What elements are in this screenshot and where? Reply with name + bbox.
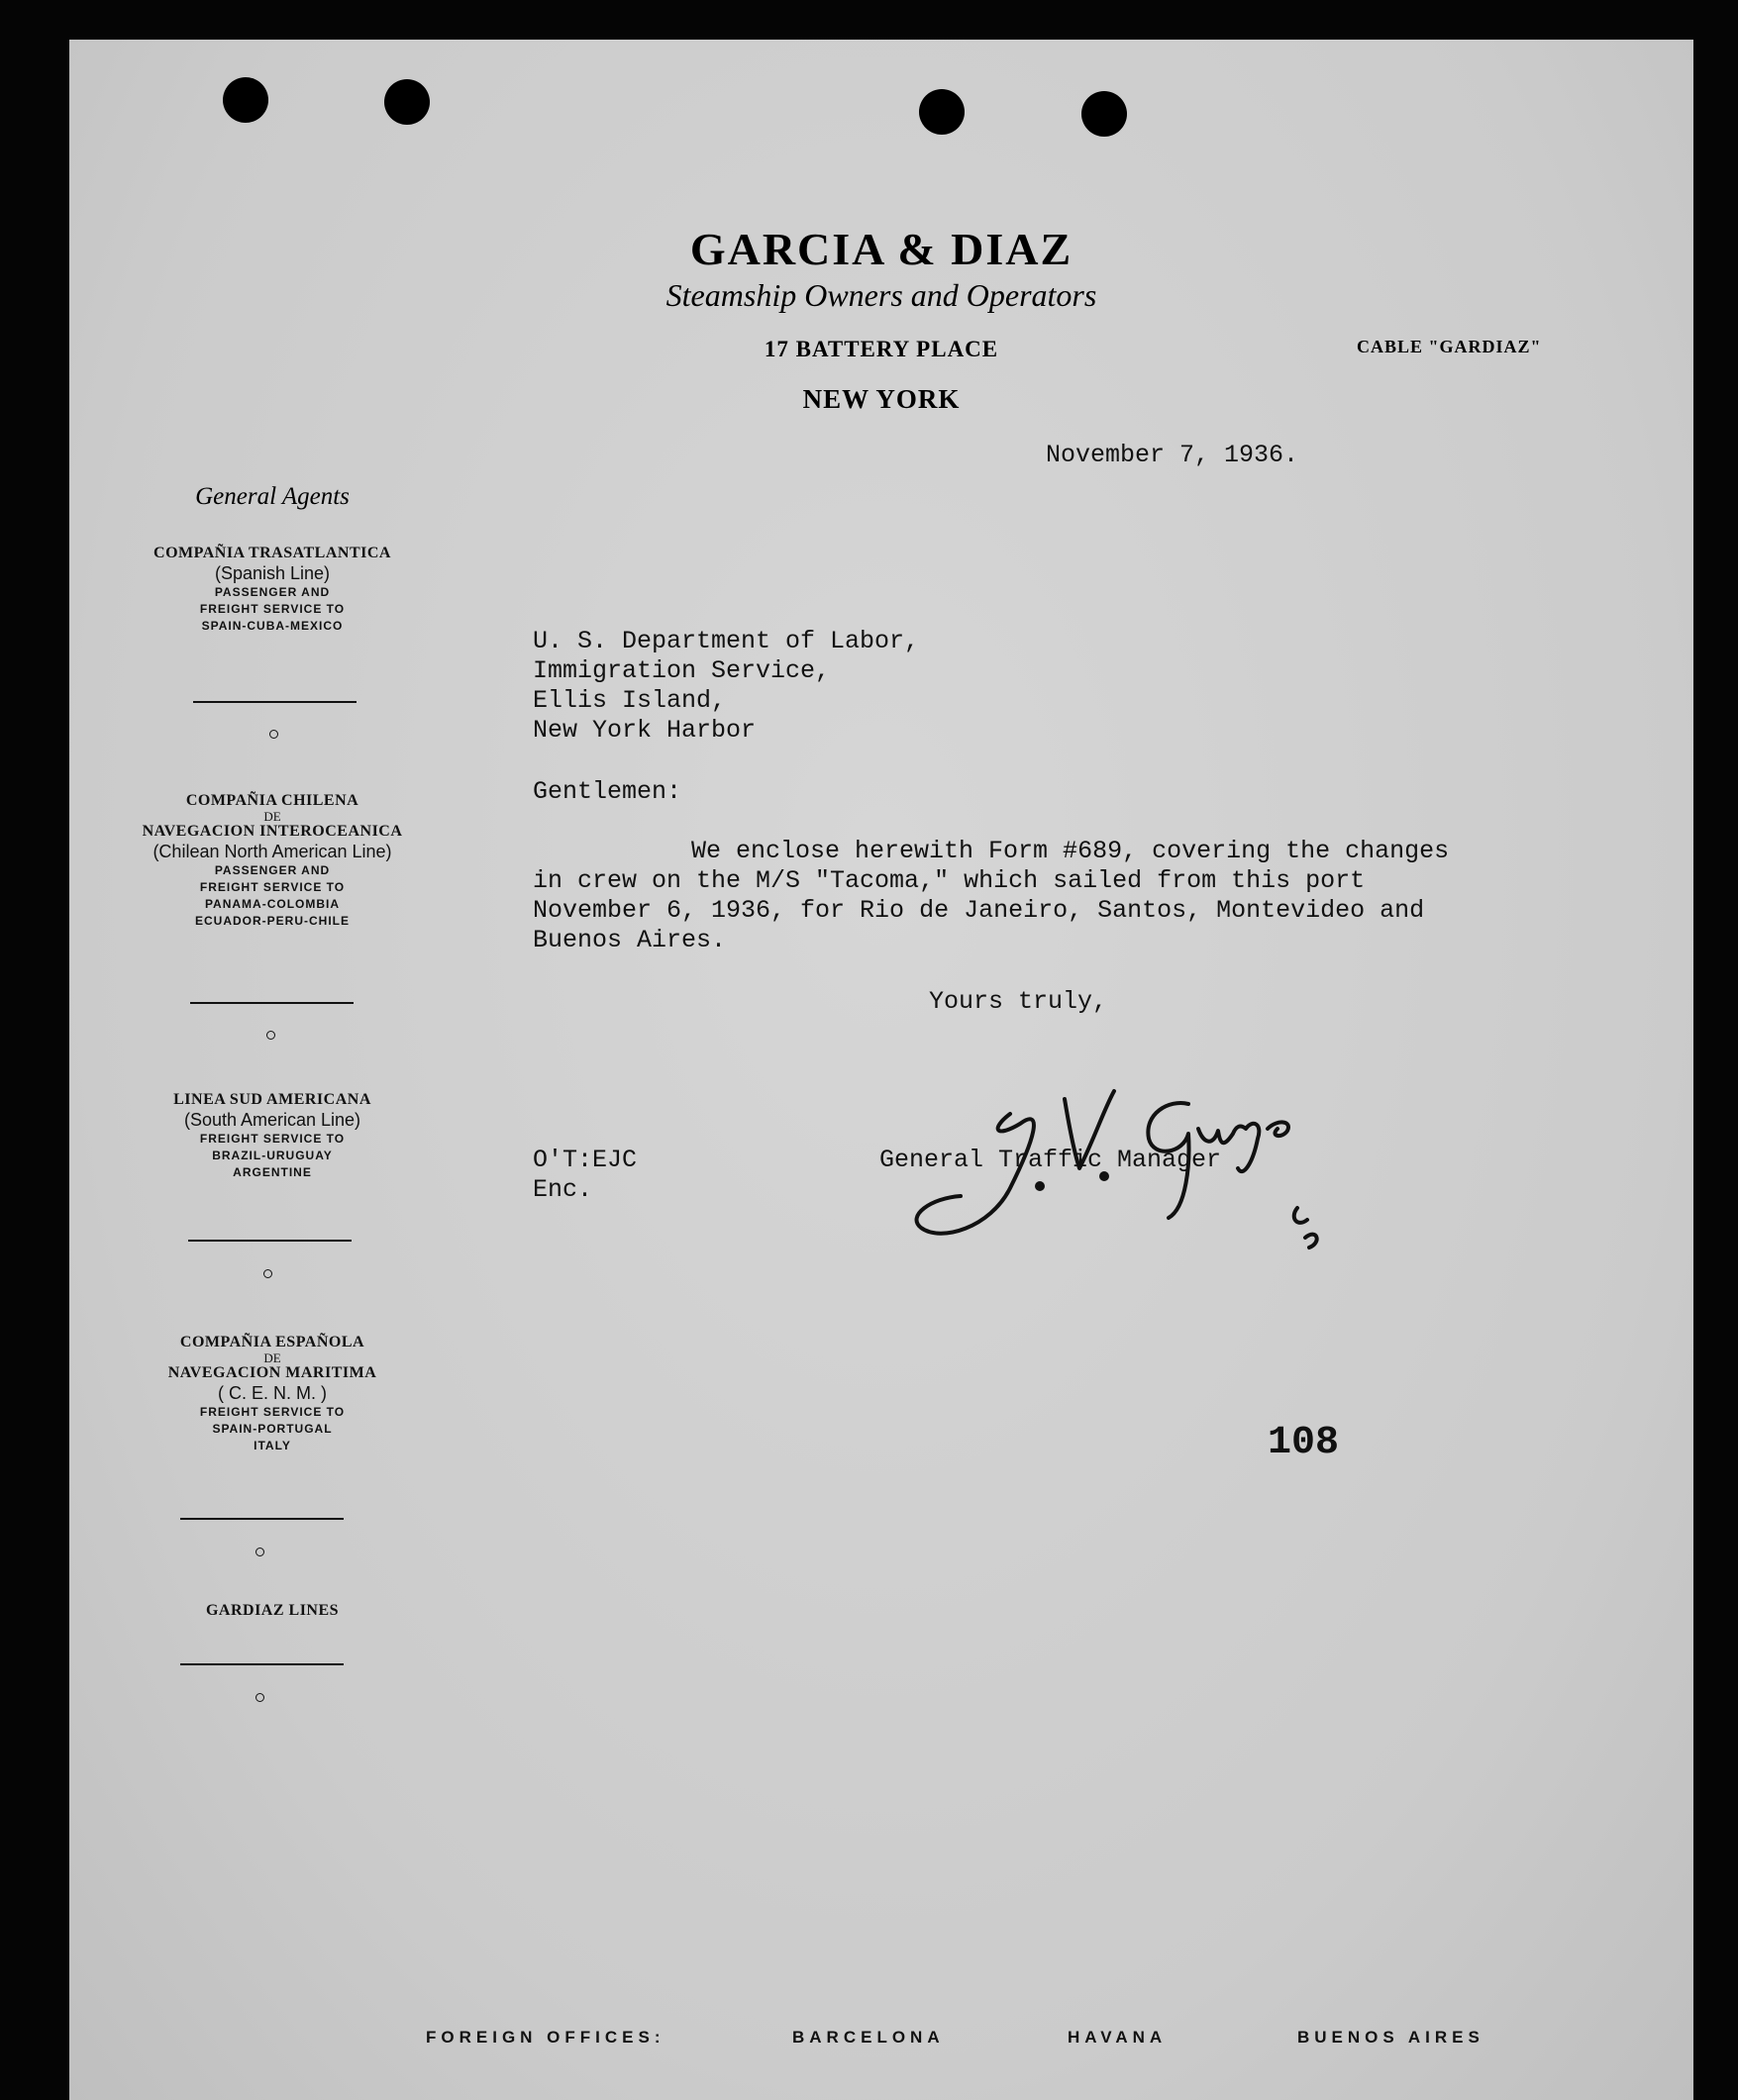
agent-service: PASSENGER AND xyxy=(214,585,331,599)
agent-name: LINEA SUD AMERICANA xyxy=(173,1091,371,1108)
agent-service: PASSENGER AND xyxy=(214,863,331,877)
enclosure-note: Enc. xyxy=(533,1175,593,1204)
punch-hole xyxy=(223,77,268,123)
footer-office: BARCELONA xyxy=(792,2028,945,2047)
agent-service: ITALY xyxy=(254,1439,291,1452)
agent-name: GARDIAZ LINES xyxy=(205,1602,340,1619)
agent-name: COMPAÑIA TRASATLANTICA xyxy=(153,545,391,561)
agent-name-de: DE xyxy=(263,1350,281,1365)
divider xyxy=(180,1518,344,1520)
body-line: November 6, 1936, for Rio de Janeiro, Santos, Montevideo and xyxy=(533,896,1425,925)
agent-entry xyxy=(129,792,416,930)
recipient-line: U. S. Department of Labor, xyxy=(533,627,920,655)
footer-office: BUENOS AIRES xyxy=(1297,2028,1484,2047)
agent-entry xyxy=(129,1602,416,1620)
letter-sheet xyxy=(69,40,1693,2100)
punch-hole xyxy=(384,79,430,125)
agent-entry xyxy=(129,545,416,635)
agent-line: (Chilean North American Line) xyxy=(153,842,392,861)
closing: Yours truly, xyxy=(929,987,1108,1016)
divider xyxy=(188,1240,352,1242)
divider xyxy=(193,701,357,703)
divider-dot xyxy=(256,1693,264,1702)
agent-service: FREIGHT SERVICE TO xyxy=(199,1405,346,1419)
typist-initials: O'T:EJC xyxy=(533,1146,638,1174)
divider-dot xyxy=(263,1269,272,1278)
agent-entry xyxy=(129,1091,416,1181)
punch-hole xyxy=(919,89,965,135)
salutation: Gentlemen: xyxy=(533,777,682,806)
agent-service: SPAIN-CUBA-MEXICO xyxy=(201,619,344,633)
sidebar-title: General Agents xyxy=(195,483,350,510)
agent-entry xyxy=(129,1334,416,1454)
divider-dot xyxy=(256,1548,264,1556)
footer-office: HAVANA xyxy=(1068,2028,1168,2047)
divider xyxy=(190,1002,354,1004)
firm-address: 17 BATTERY PLACE xyxy=(764,337,999,361)
letter-date: November 7, 1936. xyxy=(1046,441,1299,469)
divider xyxy=(180,1663,344,1665)
firm-name: GARCIA & DIAZ xyxy=(689,224,1073,274)
firm-city: NEW YORK xyxy=(802,384,961,414)
agent-service: ECUADOR-PERU-CHILE xyxy=(195,914,350,928)
agent-service: FREIGHT SERVICE TO xyxy=(199,1132,346,1146)
cable-address: CABLE "GARDIAZ" xyxy=(1357,337,1542,356)
body-line: in crew on the M/S "Tacoma," which sailed from this port xyxy=(533,866,1366,895)
page-number: 108 xyxy=(1268,1421,1340,1465)
agent-name-2: NAVEGACION MARITIMA xyxy=(167,1364,377,1381)
divider-dot xyxy=(269,730,278,739)
agent-service: PANAMA-COLOMBIA xyxy=(204,897,341,911)
agent-service: ARGENTINE xyxy=(233,1165,312,1179)
divider-dot xyxy=(266,1031,275,1040)
agent-line: (South American Line) xyxy=(183,1110,361,1130)
agent-service: BRAZIL-URUGUAY xyxy=(212,1149,333,1162)
firm-subtitle: Steamship Owners and Operators xyxy=(665,277,1097,313)
recipient-line: New York Harbor xyxy=(533,716,757,745)
agent-name: COMPAÑIA ESPAÑOLA xyxy=(179,1334,365,1350)
agent-name: COMPAÑIA CHILENA xyxy=(185,792,359,809)
footer-label: FOREIGN OFFICES: xyxy=(426,2028,665,2047)
punch-hole xyxy=(1081,91,1127,137)
recipient-line: Immigration Service, xyxy=(533,656,831,685)
agent-line: (Spanish Line) xyxy=(214,563,331,583)
recipient-line: Ellis Island, xyxy=(533,686,727,715)
agent-service: FREIGHT SERVICE TO xyxy=(199,880,346,894)
agent-name-de: DE xyxy=(263,809,281,824)
body-line: We enclose herewith Form #689, covering the changes xyxy=(691,837,1450,865)
signer-title: General Traffic Manager xyxy=(879,1146,1222,1174)
agent-service: SPAIN-PORTUGAL xyxy=(212,1422,333,1436)
agent-service: FREIGHT SERVICE TO xyxy=(199,602,346,616)
body-line: Buenos Aires. xyxy=(533,926,727,954)
agent-name-2: NAVEGACION INTEROCEANICA xyxy=(142,823,403,840)
agent-line: ( C. E. N. M. ) xyxy=(218,1383,327,1403)
